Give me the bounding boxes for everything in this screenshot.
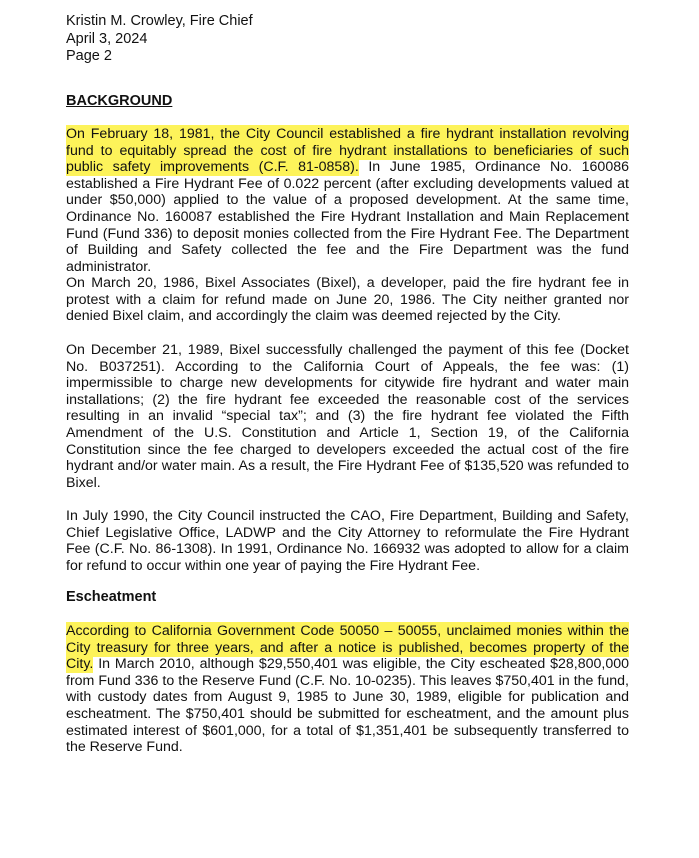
background-paragraph-2: On March 20, 1986, Bixel Associates (Bixel), a developer, paid the fire hydrant fee in protest with a claim for refund made on June 20, 1986. The City neither granted nor denied Bixel claim, and accordingly the claim was deemed rejected by the City. (66, 275, 629, 325)
background-paragraph-1 (66, 126, 629, 275)
escheatment-heading: Escheatment (66, 589, 157, 605)
background-heading: BACKGROUND (66, 93, 173, 109)
paragraph-text: In March 2010, although $29,550,401 was eligible, the City escheated $28,800,000 from Fund 336 to the Reserve Fund (C.F. No. 10-0235). This leaves $750,401 in the fund, with custody dates from August 9, 1985 to June 30, 1989, eligible for publication and escheatment. The $750,401 should be submitted for escheatment, and the amount plus estimated interest of $601,000, for a total of $1,351,401 be subsequently transferred to the Reserve Fund. (66, 656, 629, 756)
header-author: Kristin M. Crowley, Fire Chief (66, 13, 253, 29)
highlighted-text: On February 18, 1981, the City Council established a fire hydrant installation revolving fund to equitably spread the cost of fire hydrant installations to beneficiaries of such public safety improvements (C.F. 81-0858). (66, 126, 629, 176)
letter-header (66, 13, 253, 66)
background-paragraph-3: On December 21, 1989, Bixel successfully challenged the payment of this fee (Docket No. B037251). According to the California Court of Appeals, the fee was: (1) impermissible to charge new developments for citywide fire hydrant and water main installations; (2) the fire hydrant fee exceeded the reasonable cost of the services resulting in an invalid “special tax”; and (3) the fire hydrant fee violated the Fifth Amendment of the U.S. Constitution and Article 1, Section 19, of the California Constitution since the fee charged to developers exceeded the actual cost of the fire hydrant and/or water main. As a result, the Fire Hydrant Fee of $135,520 was refunded to Bixel. (66, 342, 629, 491)
background-paragraph-4: In July 1990, the City Council instructed the CAO, Fire Department, Building and Safety, Chief Legislative Office, LADWP and the City Attorney to reformulate the Fire Hydrant Fee (C.F. No. 86-1308). In 1991, Ordinance No. 166932 was adopted to allow for a claim for refund to occur within one year of paying the Fire Hydrant Fee. (66, 508, 629, 574)
header-date: April 3, 2024 (66, 30, 148, 47)
header-page: Page 2 (66, 48, 112, 64)
paragraph-text: In June 1985, Ordinance No. 160086 established a Fire Hydrant Fee of 0.022 percent (after excluding developments valued at under $50,000) applied to the value of a proposed development. At the same time, Ordinance No. 160087 established the Fire Hydrant Installation and Main Replacement Fund (Fund 336) to deposit monies collected from the Fire Hydrant Fee. The Department of Building and Safety collected the fee and the Fire Department was the fund administrator. (66, 159, 629, 275)
highlighted-text: According to California Government Code 50050 – 50055, unclaimed monies within the City treasury for three years, and after a notice is published, becomes property of the City. (66, 623, 629, 673)
escheatment-paragraph-1 (66, 623, 629, 756)
